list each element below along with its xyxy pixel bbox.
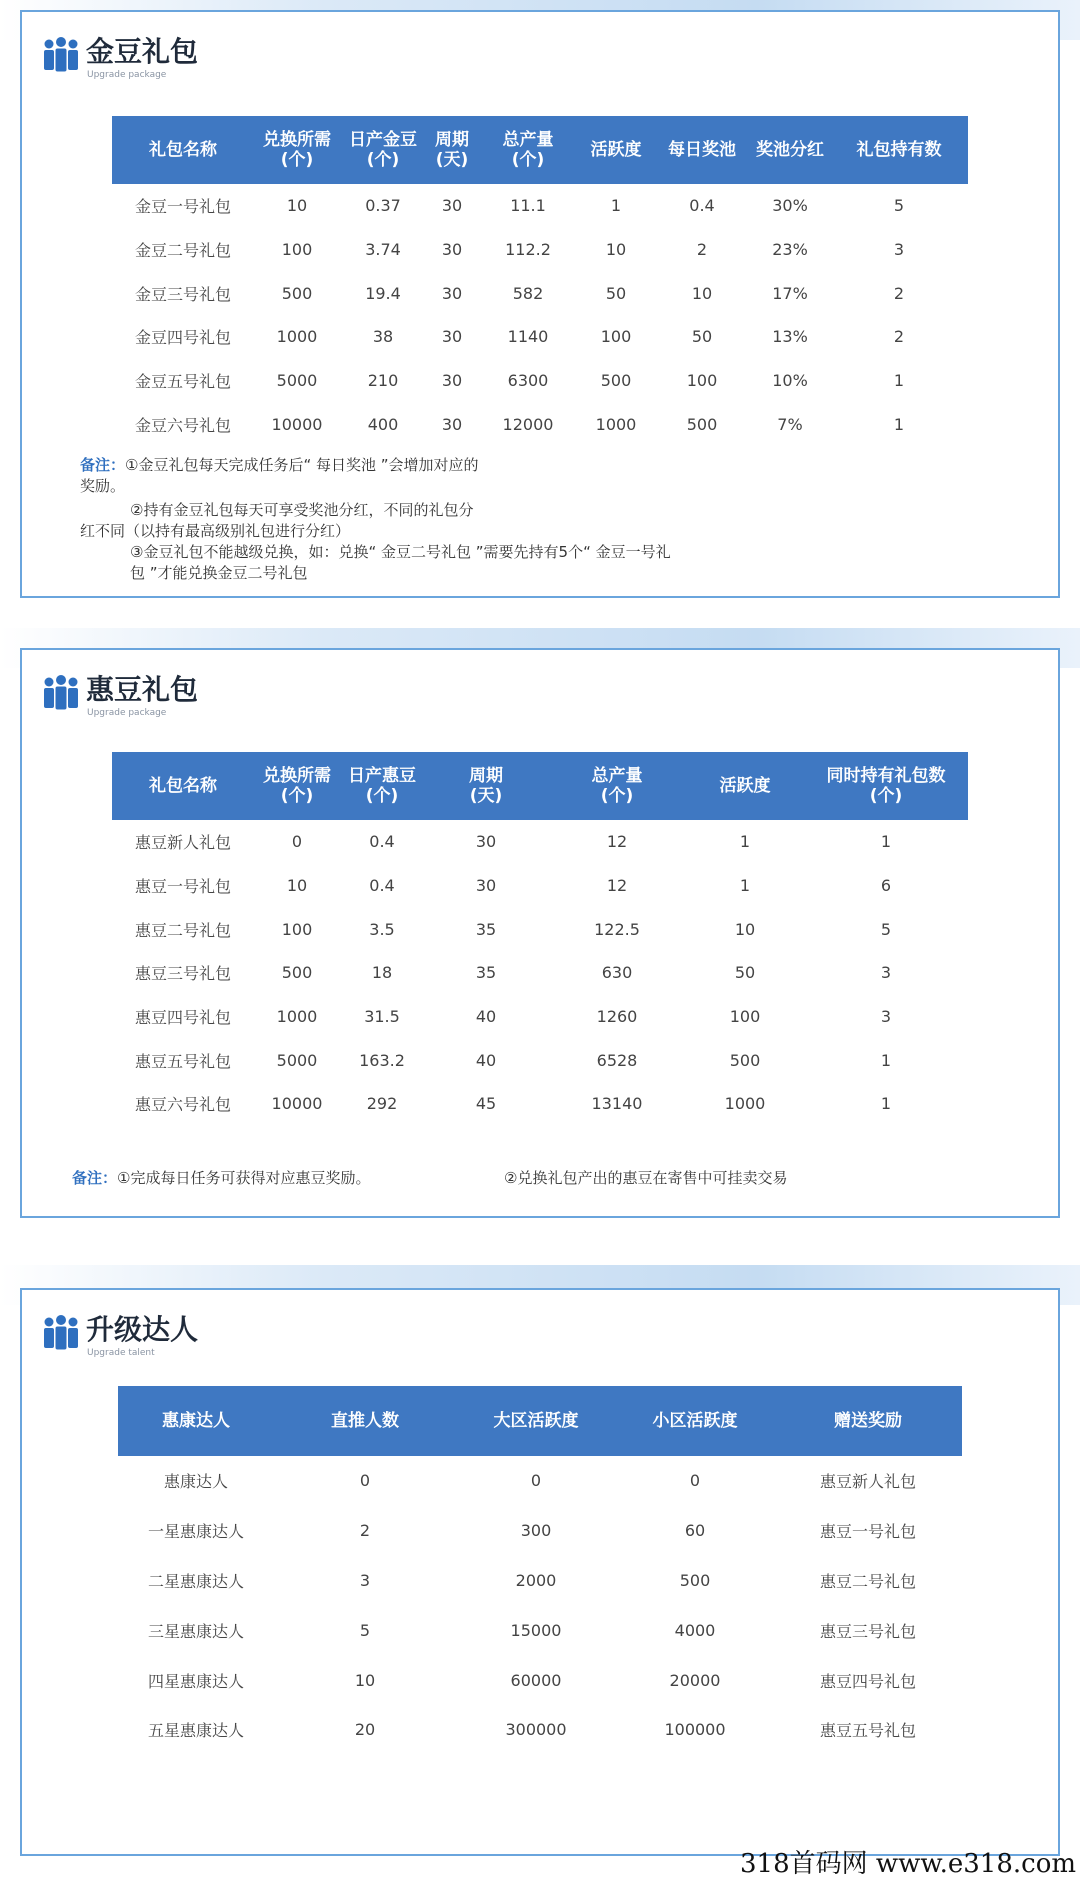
- table-cell: 金豆一号礼包: [134, 197, 231, 217]
- column-header: 活跃度: [686, 752, 804, 820]
- column-header: 兑换所需 (个): [254, 752, 340, 820]
- note-text: ③金豆礼包不能越级兑换，如：兑换“ 金豆二号礼包 ”需要先持有5个“ 金豆一号礼: [130, 543, 671, 561]
- table-cell: 292: [366, 1094, 398, 1114]
- table-cell: 30: [441, 196, 463, 216]
- table-cell: 1000: [276, 327, 318, 347]
- section-subtitle: Upgrade package: [87, 70, 167, 80]
- column-header: 礼包名称: [112, 752, 254, 820]
- table-cell: 7%: [777, 414, 803, 434]
- table-cell: 60000: [510, 1670, 562, 1690]
- table-cell: 30: [475, 876, 497, 896]
- table-cell: 12: [606, 876, 628, 896]
- column-header: 礼包持有数: [830, 116, 968, 184]
- table-cell: 1: [893, 414, 905, 434]
- table-cell: 10: [286, 196, 308, 216]
- table-cell: 五星惠康达人: [147, 1721, 244, 1741]
- note-text: 奖励。: [80, 477, 126, 495]
- column-header: 日产金豆 (个): [340, 116, 426, 184]
- table-cell: 35: [475, 963, 497, 983]
- table-cell: 4000: [674, 1620, 716, 1640]
- table-cell: 100: [600, 327, 632, 347]
- table-cell: 30: [441, 283, 463, 303]
- people-group-icon: [42, 1314, 80, 1350]
- column-header: 周期 (天): [424, 752, 548, 820]
- table-cell: 三星惠康达人: [147, 1621, 244, 1641]
- table-row: [112, 820, 968, 864]
- column-header: 小区活跃度: [616, 1386, 774, 1456]
- table-cell: 50: [734, 963, 756, 983]
- table-cell: 金豆三号礼包: [134, 284, 231, 304]
- table-cell: 5000: [276, 371, 318, 391]
- table-cell: 1: [739, 876, 751, 896]
- table-row: [118, 1506, 962, 1556]
- table-cell: 500: [281, 963, 313, 983]
- table-row: [112, 951, 968, 995]
- table-cell: 60: [684, 1521, 706, 1541]
- table-cell: 500: [679, 1570, 711, 1590]
- table-cell: 100000: [664, 1720, 726, 1740]
- table-cell: 10000: [271, 1094, 323, 1114]
- upgrade-talent-table: [118, 1386, 962, 1755]
- table-row: [118, 1655, 962, 1705]
- table-cell: 40: [475, 1007, 497, 1027]
- table-cell: 19.4: [365, 283, 401, 303]
- column-header: 大区活跃度: [456, 1386, 616, 1456]
- table-row: [112, 402, 968, 446]
- column-header: 日产惠豆 (个): [340, 752, 424, 820]
- table-cell: 100: [729, 1007, 761, 1027]
- table-cell: 10: [354, 1670, 376, 1690]
- section-subtitle: Upgrade talent: [87, 1348, 155, 1358]
- table-cell: 5: [880, 919, 892, 939]
- table-cell: 惠豆一号礼包: [134, 877, 231, 897]
- note-label: 备注：: [80, 456, 126, 474]
- table-cell: 1: [880, 1094, 892, 1114]
- table-cell: 5000: [276, 1050, 318, 1070]
- table-cell: 40: [475, 1050, 497, 1070]
- column-header: 奖池分红: [750, 116, 830, 184]
- column-header: 直推人数: [274, 1386, 456, 1456]
- table-cell: 1000: [595, 414, 637, 434]
- table-cell: 13140: [591, 1094, 643, 1114]
- table-cell: 2: [893, 327, 905, 347]
- table-cell: 30: [441, 327, 463, 347]
- column-header: 兑换所需 (个): [254, 116, 340, 184]
- table-cell: 0.4: [369, 832, 395, 852]
- section-gold-bean-package: [20, 10, 1060, 598]
- column-header: 礼包名称: [112, 116, 254, 184]
- table-cell: 1: [880, 1050, 892, 1070]
- table-cell: 1000: [276, 1007, 318, 1027]
- table-cell: 0.4: [689, 196, 715, 216]
- table-cell: 惠豆二号礼包: [134, 920, 231, 940]
- section-title: 升级达人: [86, 1313, 199, 1346]
- table-cell: 12000: [502, 414, 554, 434]
- table-row: [118, 1456, 962, 1506]
- table-cell: 45: [475, 1094, 497, 1114]
- table-cell: 400: [367, 414, 399, 434]
- table-cell: 1: [880, 832, 892, 852]
- table-row: [112, 1038, 968, 1082]
- table-cell: 10: [286, 876, 308, 896]
- table-cell: 2: [893, 283, 905, 303]
- table-cell: 惠豆四号礼包: [819, 1671, 916, 1691]
- table-cell: 10: [734, 919, 756, 939]
- table-cell: 12: [606, 832, 628, 852]
- table-cell: 10000: [271, 414, 323, 434]
- table-cell: 30%: [772, 196, 808, 216]
- table-cell: 100: [281, 919, 313, 939]
- column-header: 惠康达人: [118, 1386, 274, 1456]
- table-cell: 金豆六号礼包: [134, 415, 231, 435]
- table-row: [118, 1605, 962, 1655]
- table-cell: 10%: [772, 371, 808, 391]
- table-cell: 惠豆五号礼包: [819, 1721, 916, 1741]
- table-cell: 惠豆一号礼包: [819, 1522, 916, 1542]
- table-cell: 13%: [772, 327, 808, 347]
- table-cell: 四星惠康达人: [147, 1671, 244, 1691]
- table-cell: 500: [600, 371, 632, 391]
- table-cell: 112.2: [505, 240, 551, 260]
- table-cell: 惠豆三号礼包: [819, 1621, 916, 1641]
- section-benefit-bean-package: [20, 648, 1060, 1218]
- table-cell: 0.4: [369, 876, 395, 896]
- table-cell: 惠豆三号礼包: [134, 964, 231, 984]
- table-cell: 100: [686, 371, 718, 391]
- table-cell: 1140: [507, 327, 549, 347]
- table-cell: 金豆五号礼包: [134, 372, 231, 392]
- table-cell: 惠豆新人礼包: [134, 833, 231, 853]
- table-cell: 2000: [515, 1570, 557, 1590]
- note-text: ①金豆礼包每天完成任务后“ 每日奖池 ”会增加对应的: [125, 456, 479, 474]
- table-cell: 1: [893, 371, 905, 391]
- table-row: [112, 907, 968, 951]
- table-cell: 582: [512, 283, 544, 303]
- table-cell: 10: [605, 240, 627, 260]
- table-cell: 惠豆新人礼包: [819, 1472, 916, 1492]
- table-cell: 23%: [772, 240, 808, 260]
- table-cell: 3: [893, 240, 905, 260]
- section-subtitle: Upgrade package: [87, 708, 167, 718]
- table-cell: 惠豆五号礼包: [134, 1051, 231, 1071]
- table-cell: 630: [601, 963, 633, 983]
- table-cell: 10: [691, 283, 713, 303]
- notes: [72, 1168, 972, 1189]
- table-cell: 惠豆六号礼包: [134, 1095, 231, 1115]
- table-cell: 5: [893, 196, 905, 216]
- section-title: 金豆礼包: [86, 35, 199, 68]
- table-cell: 122.5: [594, 919, 640, 939]
- table-cell: 100: [281, 240, 313, 260]
- section-title: 惠豆礼包: [86, 673, 199, 706]
- table-row: [118, 1556, 962, 1606]
- note-text: ①完成每日任务可获得对应惠豆奖励。: [117, 1169, 371, 1187]
- note-text: ②兑换礼包产出的惠豆在寄售中可挂卖交易: [504, 1169, 788, 1187]
- table-cell: 300000: [505, 1720, 567, 1740]
- note-text: 包 ”才能兑换金豆二号礼包: [130, 564, 308, 582]
- table-cell: 3.5: [369, 919, 395, 939]
- column-header: 赠送奖励: [774, 1386, 962, 1456]
- column-header: 总产量 (个): [478, 116, 578, 184]
- table-cell: 50: [691, 327, 713, 347]
- note-text: 红不同（以持有最高级别礼包进行分红）: [80, 522, 351, 540]
- people-group-icon: [42, 674, 80, 710]
- table-cell: 0.37: [365, 196, 401, 216]
- table-cell: 金豆四号礼包: [134, 328, 231, 348]
- table-cell: 2: [696, 240, 708, 260]
- table-row: [112, 315, 968, 359]
- table-row: [112, 228, 968, 272]
- table-cell: 500: [729, 1050, 761, 1070]
- table-cell: 15000: [510, 1620, 562, 1640]
- watermark: 318首码网 www.e318.com: [740, 1849, 1076, 1879]
- column-header: 同时持有礼包数 (个): [804, 752, 968, 820]
- table-cell: 0: [291, 832, 303, 852]
- table-cell: 30: [475, 832, 497, 852]
- table-cell: 50: [605, 283, 627, 303]
- section-upgrade-talent: [20, 1288, 1060, 1856]
- column-header: 活跃度: [578, 116, 654, 184]
- note-text: ②持有金豆礼包每天可享受奖池分红，不同的礼包分: [130, 501, 474, 519]
- column-header: 总产量 (个): [548, 752, 686, 820]
- table-cell: 30: [441, 371, 463, 391]
- table-cell: 500: [686, 414, 718, 434]
- table-cell: 20: [354, 1720, 376, 1740]
- table-row: [112, 864, 968, 908]
- table-cell: 金豆二号礼包: [134, 241, 231, 261]
- table-cell: 6300: [507, 371, 549, 391]
- benefit-bean-table: [112, 752, 968, 1126]
- column-header: 每日奖池: [654, 116, 750, 184]
- table-cell: 0: [530, 1471, 542, 1491]
- note-label: 备注：: [72, 1169, 118, 1187]
- table-cell: 二星惠康达人: [147, 1571, 244, 1591]
- table-cell: 惠康达人: [163, 1472, 228, 1492]
- table-cell: 300: [520, 1521, 552, 1541]
- table-cell: 30: [441, 240, 463, 260]
- table-cell: 20000: [669, 1670, 721, 1690]
- table-cell: 3: [359, 1570, 371, 1590]
- table-cell: 1: [739, 832, 751, 852]
- table-cell: 惠豆二号礼包: [819, 1571, 916, 1591]
- people-group-icon: [42, 36, 80, 72]
- table-cell: 17%: [772, 283, 808, 303]
- table-row: [112, 271, 968, 315]
- table-cell: 30: [441, 414, 463, 434]
- table-cell: 6: [880, 876, 892, 896]
- table-cell: 0: [689, 1471, 701, 1491]
- table-cell: 35: [475, 919, 497, 939]
- table-cell: 惠豆四号礼包: [134, 1008, 231, 1028]
- table-cell: 500: [281, 283, 313, 303]
- table-cell: 1: [610, 196, 622, 216]
- table-row: [112, 995, 968, 1039]
- table-cell: 2: [359, 1521, 371, 1541]
- table-cell: 0: [359, 1471, 371, 1491]
- table-cell: 210: [367, 371, 399, 391]
- table-cell: 163.2: [359, 1050, 405, 1070]
- table-cell: 1000: [724, 1094, 766, 1114]
- table-cell: 6528: [596, 1050, 638, 1070]
- table-cell: 3: [880, 963, 892, 983]
- table-cell: 3: [880, 1007, 892, 1027]
- column-header: 周期 (天): [426, 116, 478, 184]
- table-row: [112, 359, 968, 403]
- table-cell: 3.74: [365, 240, 401, 260]
- gold-bean-table: [112, 116, 968, 446]
- notes: [80, 455, 780, 584]
- table-cell: 11.1: [510, 196, 546, 216]
- table-cell: 5: [359, 1620, 371, 1640]
- table-cell: 1260: [596, 1007, 638, 1027]
- table-row: [112, 184, 968, 228]
- table-row: [118, 1705, 962, 1755]
- table-row: [112, 1082, 968, 1126]
- table-cell: 31.5: [364, 1007, 400, 1027]
- table-cell: 一星惠康达人: [147, 1522, 244, 1542]
- table-cell: 18: [371, 963, 393, 983]
- table-cell: 38: [372, 327, 394, 347]
